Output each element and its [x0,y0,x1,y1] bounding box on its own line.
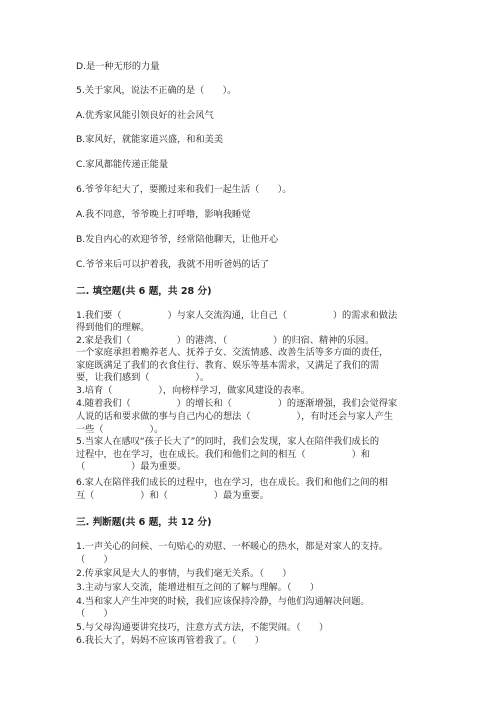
q6-option-c: C.爷爷来后可以护着我，我就不用听爸妈的话了 [76,259,270,270]
fill-line: 2.家是我们（ ）的港湾、（ ）的归宿、精神的乐园。 [76,335,375,346]
q6-stem: 6.爷爷年纪大了，要搬过来和我们一起生活（ ）。 [76,184,292,195]
fill-line: （ ）最为重要。 [76,461,187,472]
fill-line: 过程中，也在学习，也在成长。我们和他们之间的相互（ ）和 [76,449,370,460]
q5-option-b: B.家风好，就能家道兴盛，和和美美 [76,134,224,145]
fill-line: 家庭既满足了我们的衣食住行、教育、娱乐等基本需求，又满足了我们的需 [76,360,380,371]
fill-line: 人说的话和要求做的事与自己内心的想法（ ），有时还会与家人产生 [76,411,393,422]
q5-stem: 5.关于家风，说法不正确的是（ ）。 [76,85,237,96]
q6-option-a: A.我不同意，爷爷晚上打呼噜，影响我睡觉 [76,209,251,220]
fill-line: 3.培育（ ），向榜样学习，做家风建设的表率。 [76,385,310,396]
q5-option-a: A.优秀家风能引领良好的社会风气 [76,110,214,121]
fill-section-heading: 二. 填空题(共 6 题，共 28 分) [76,286,212,297]
fill-line: 一个家庭承担着赡养老人、抚养子女、交流情感、改善生活等多方面的责任， [76,347,389,358]
fill-line: 一些（ ）。 [76,424,164,435]
judge-line: 5.与父母沟通要讲究技巧，注意方式方法，不能哭闹。（ ） [76,622,329,633]
fill-line: 6.家人在陪伴我们成长的过程中，也在学习，也在成长。我们和他们之间的相 [76,477,388,488]
judge-line: （ ） [76,554,113,565]
fill-line: 4.随着我们（ ）的增长和（ ）的逐渐增强，我们会觉得家 [76,398,398,409]
judge-line: 4.当和家人产生冲突的时候，我们应该保持冷静，与他们沟通解决问题。 [76,596,370,607]
fill-line: 5.当家人在感叹“孩子长大了”的同时，我们会发现，家人在陪伴我们成长的 [76,436,380,447]
judge-section-heading: 三. 判断题(共 6 题，共 12 分) [76,517,212,528]
q6-option-b: B.发自内心的欢迎爷爷，经常陪他聊天，让他开心 [76,234,279,245]
judge-line: 6.我长大了，妈妈不应该再管着我了。（ ） [76,635,264,646]
judge-line: 2.传承家风是大人的事情，与我们毫无关系。（ ） [76,568,292,579]
q4-option-d: D.是一种无形的力量 [76,61,160,72]
judge-line: 3.主动与家人交流，能增进相互之间的了解与理解。（ ） [76,582,320,593]
fill-line: 1.我们要（ ）与家人交流沟通，让自己（ ）的需求和做法 [76,310,398,321]
judge-line: 1.一声关心的问候、一句贴心的劝慰、一杯暖心的热水，都是对家人的支持。 [76,541,388,552]
fill-line: 互（ ）和（ ）最为重要。 [76,490,269,501]
judge-line: （ ） [76,608,113,619]
q5-option-c: C.家风都能传递正能量 [76,159,169,170]
fill-line: 要，让我们感到（ ）。 [76,372,210,383]
fill-line: 得到他们的理解。 [76,322,150,333]
